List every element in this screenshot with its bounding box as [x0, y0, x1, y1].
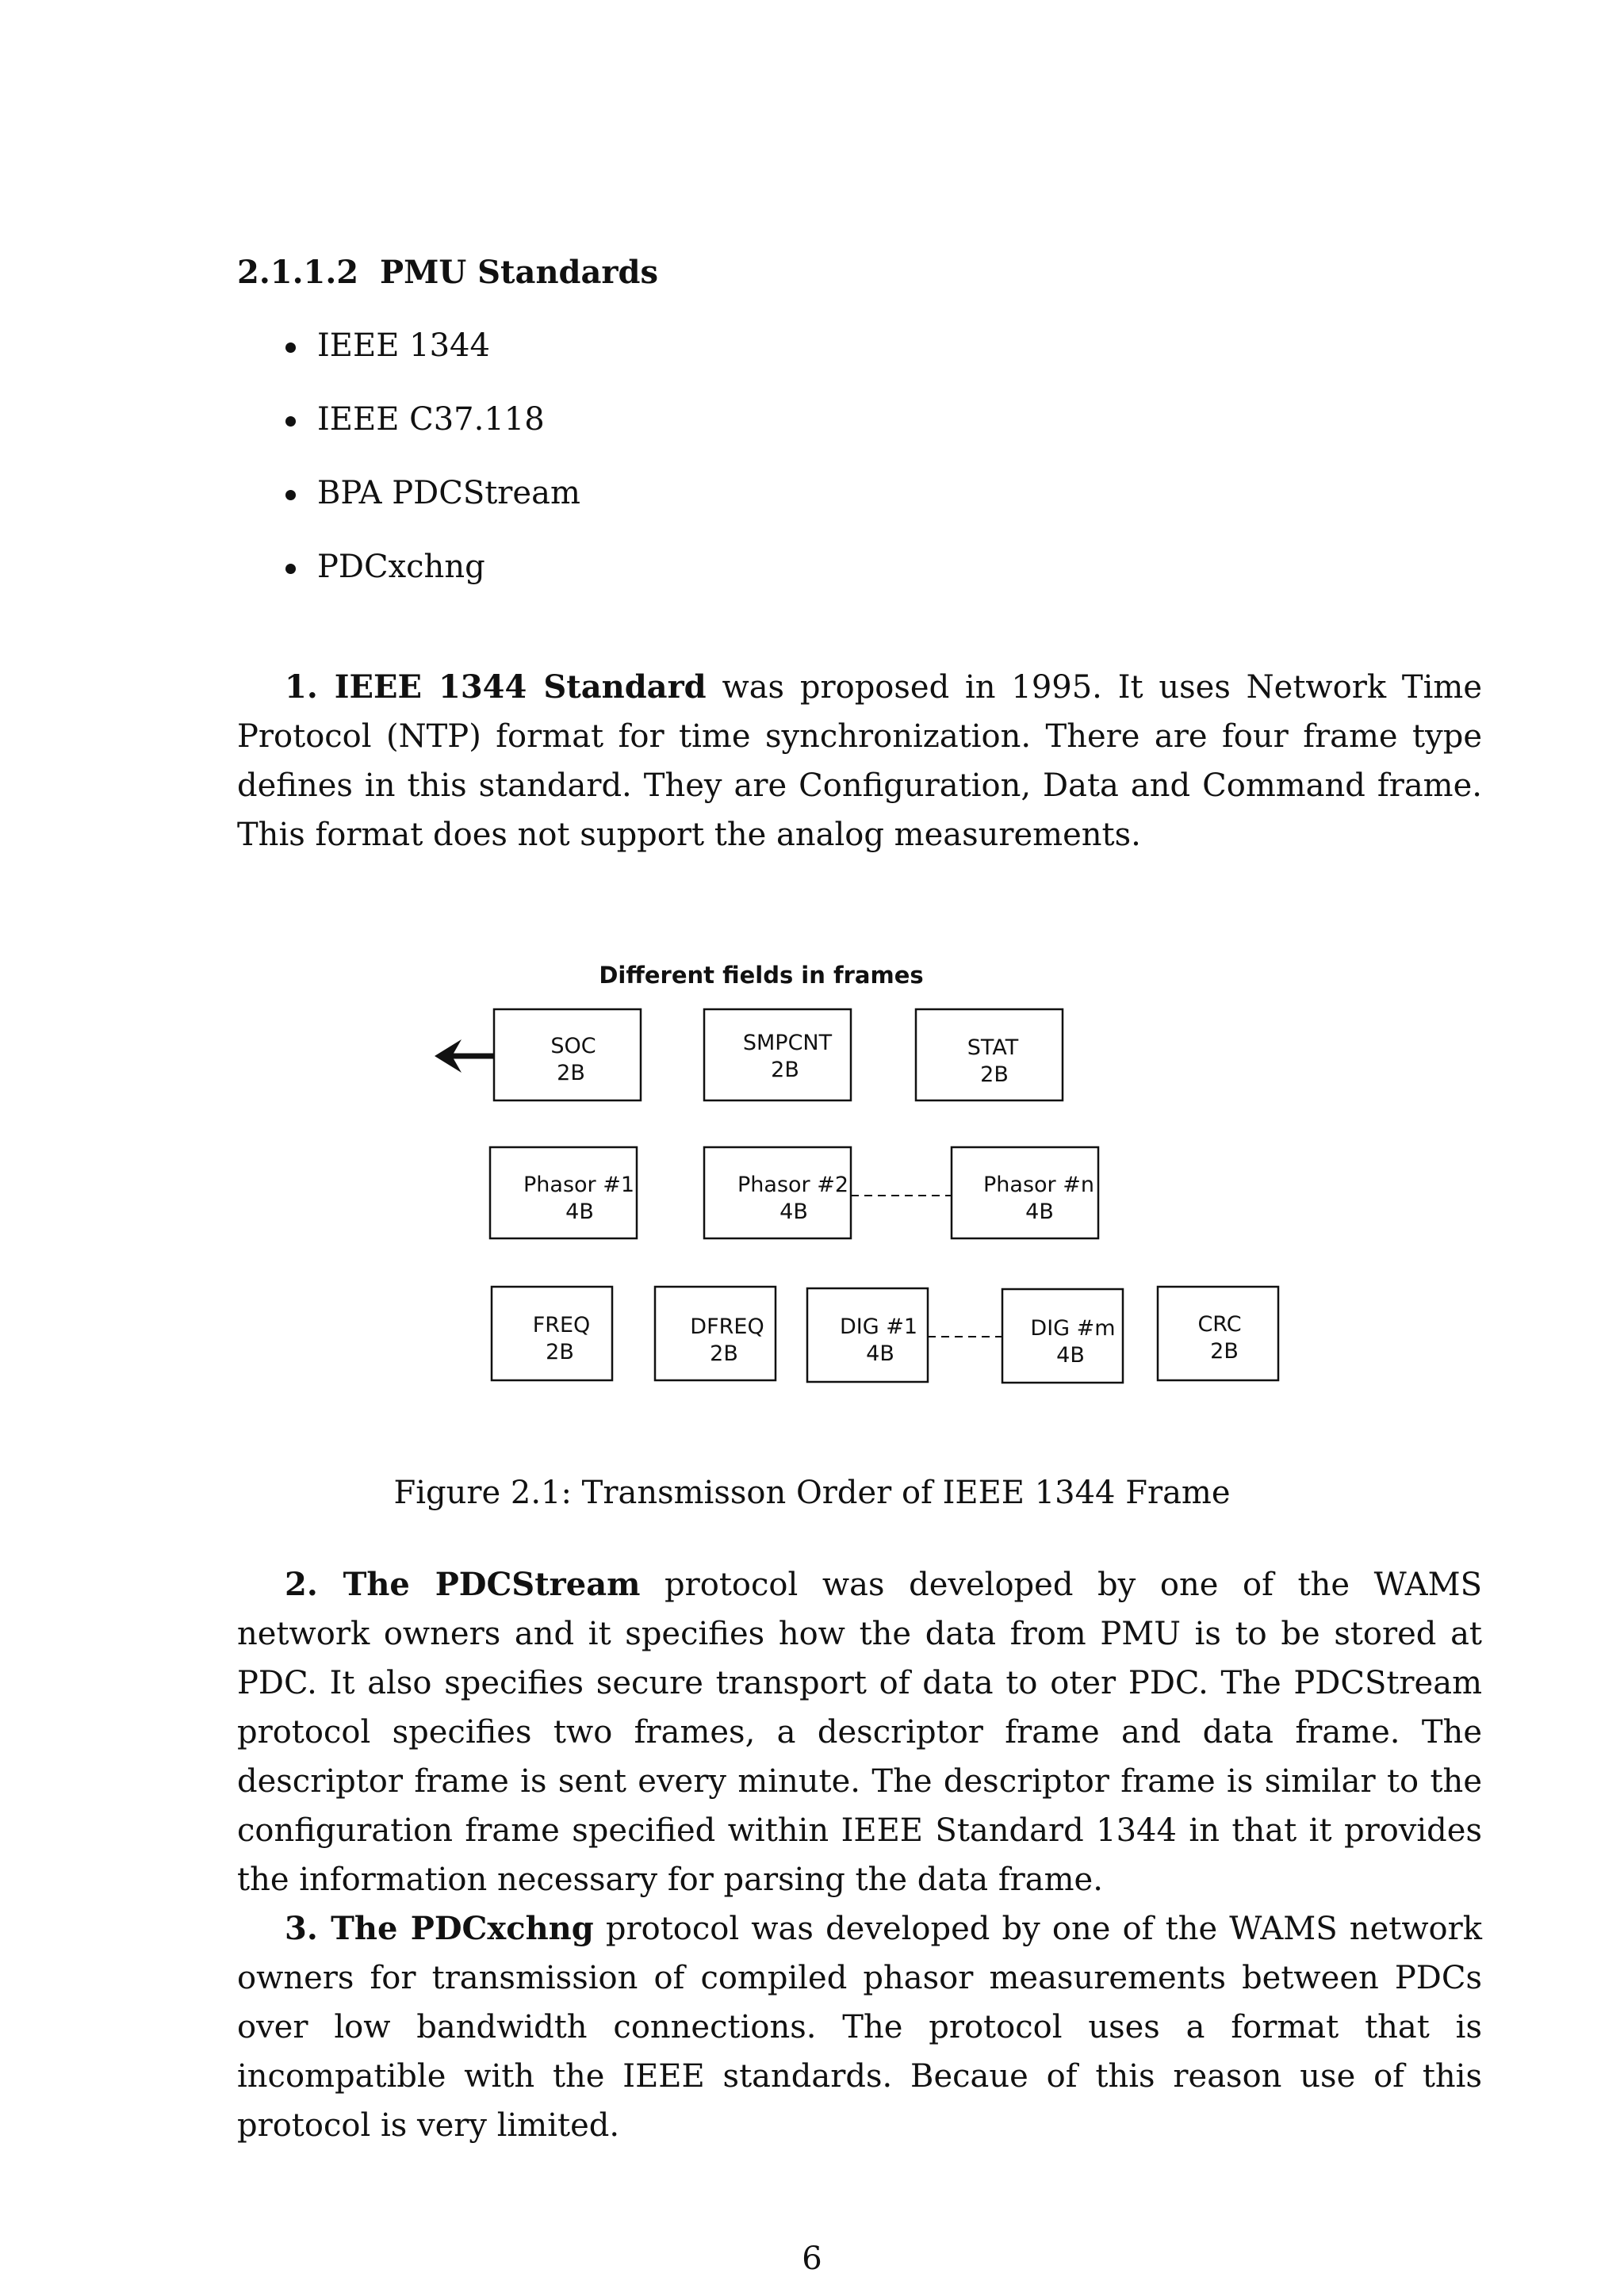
svg-text:4B: 4B	[1025, 1200, 1054, 1224]
field-dig-1	[807, 1288, 928, 1382]
paragraph-text: was proposed in 1995. It uses Network Time Protocol (NTP) format for time synchronization. There are four frame type defines in this standard. They are Configuration, Data and Command frame. This format does not support the analog measurements.	[237, 669, 1482, 853]
svg-text:Phasor #1: Phasor #1	[523, 1173, 635, 1197]
field-soc	[494, 1009, 641, 1100]
frame-fields-diagram	[412, 947, 1300, 1415]
svg-text:2B: 2B	[771, 1058, 799, 1082]
svg-text:4B: 4B	[565, 1200, 594, 1224]
svg-text:4B: 4B	[866, 1341, 894, 1366]
svg-text:2B: 2B	[710, 1341, 738, 1366]
svg-text:DFREQ: DFREQ	[690, 1314, 764, 1339]
figure-caption: Figure 2.1: Transmisson Order of IEEE 1344 Frame	[393, 1475, 1231, 1511]
paragraph-lead: 1. IEEE 1344 Standard	[285, 668, 707, 706]
svg-text:SMPCNT: SMPCNT	[742, 1031, 833, 1055]
standards-list	[285, 322, 580, 617]
section-number: 2.1.1.2	[237, 254, 359, 291]
paragraph-lead: 2. The PDCStream	[285, 1566, 641, 1603]
field-stat	[916, 1009, 1063, 1100]
paragraph-lead: 3. The PDCxchng	[285, 1910, 594, 1947]
field-dfreq	[655, 1287, 776, 1380]
svg-text:4B: 4B	[1056, 1343, 1085, 1368]
svg-text:Phasor #n: Phasor #n	[983, 1173, 1094, 1197]
paragraph-pdcxchng	[237, 1904, 1482, 2150]
svg-text:2B: 2B	[980, 1062, 1009, 1087]
svg-text:SOC: SOC	[550, 1034, 596, 1058]
bullet-icon	[285, 564, 296, 574]
paragraph-text: protocol was developed by one of the WAMS network owners and it specifies how the data from PMU is to be stored at PDC. It also specifies secure transport of data to oter PDC. The PDCStream protocol specifies two frames, a descriptor frame and data frame. The descriptor frame is sent every minute. The descriptor frame is similar to the configuration frame specified within IEEE Standard 1344 in that it provides the information necessary for parsing the data frame.	[237, 1567, 1482, 1898]
list-item: IEEE 1344	[285, 322, 580, 396]
svg-text:DIG #1: DIG #1	[839, 1314, 918, 1339]
field-phasor-1	[490, 1147, 637, 1238]
field-freq	[492, 1287, 612, 1380]
section-heading	[237, 254, 658, 291]
arrow-left-icon	[435, 1039, 493, 1073]
field-phasor-n	[952, 1147, 1098, 1238]
list-item: IEEE C37.118	[285, 396, 580, 469]
bullet-icon	[285, 342, 296, 353]
svg-text:DIG #m: DIG #m	[1030, 1316, 1116, 1341]
svg-text:Phasor #2: Phasor #2	[737, 1173, 849, 1197]
page-number: 6	[802, 2241, 822, 2277]
paragraph-pdcstream	[237, 1560, 1482, 1904]
svg-text:4B: 4B	[779, 1200, 808, 1224]
svg-text:2B: 2B	[557, 1061, 585, 1085]
paragraph-text: protocol was developed by one of the WAMS network owners for transmission of compiled phasor measurements between PDCs over low bandwidth connections. The protocol uses a format that is incompatible with the IEEE standards. Becaue of this reason use of this protocol is very limited.	[237, 1911, 1482, 2144]
bullet-icon	[285, 416, 296, 427]
bullet-icon	[285, 490, 296, 500]
field-crc	[1158, 1287, 1278, 1380]
paragraph-ieee1344	[237, 663, 1482, 859]
field-phasor-2	[704, 1147, 851, 1238]
svg-text:2B: 2B	[546, 1340, 574, 1364]
field-smpcnt	[704, 1009, 851, 1100]
diagram-title: Different fields in frames	[599, 962, 924, 989]
svg-text:CRC: CRC	[1197, 1312, 1242, 1337]
svg-text:STAT: STAT	[967, 1035, 1019, 1060]
svg-text:FREQ: FREQ	[532, 1313, 591, 1337]
list-item: PDCxchng	[285, 543, 580, 617]
svg-text:2B: 2B	[1210, 1339, 1239, 1364]
list-item: BPA PDCStream	[285, 469, 580, 543]
field-dig-m	[1002, 1289, 1123, 1383]
section-title: PMU Standards	[380, 254, 658, 291]
